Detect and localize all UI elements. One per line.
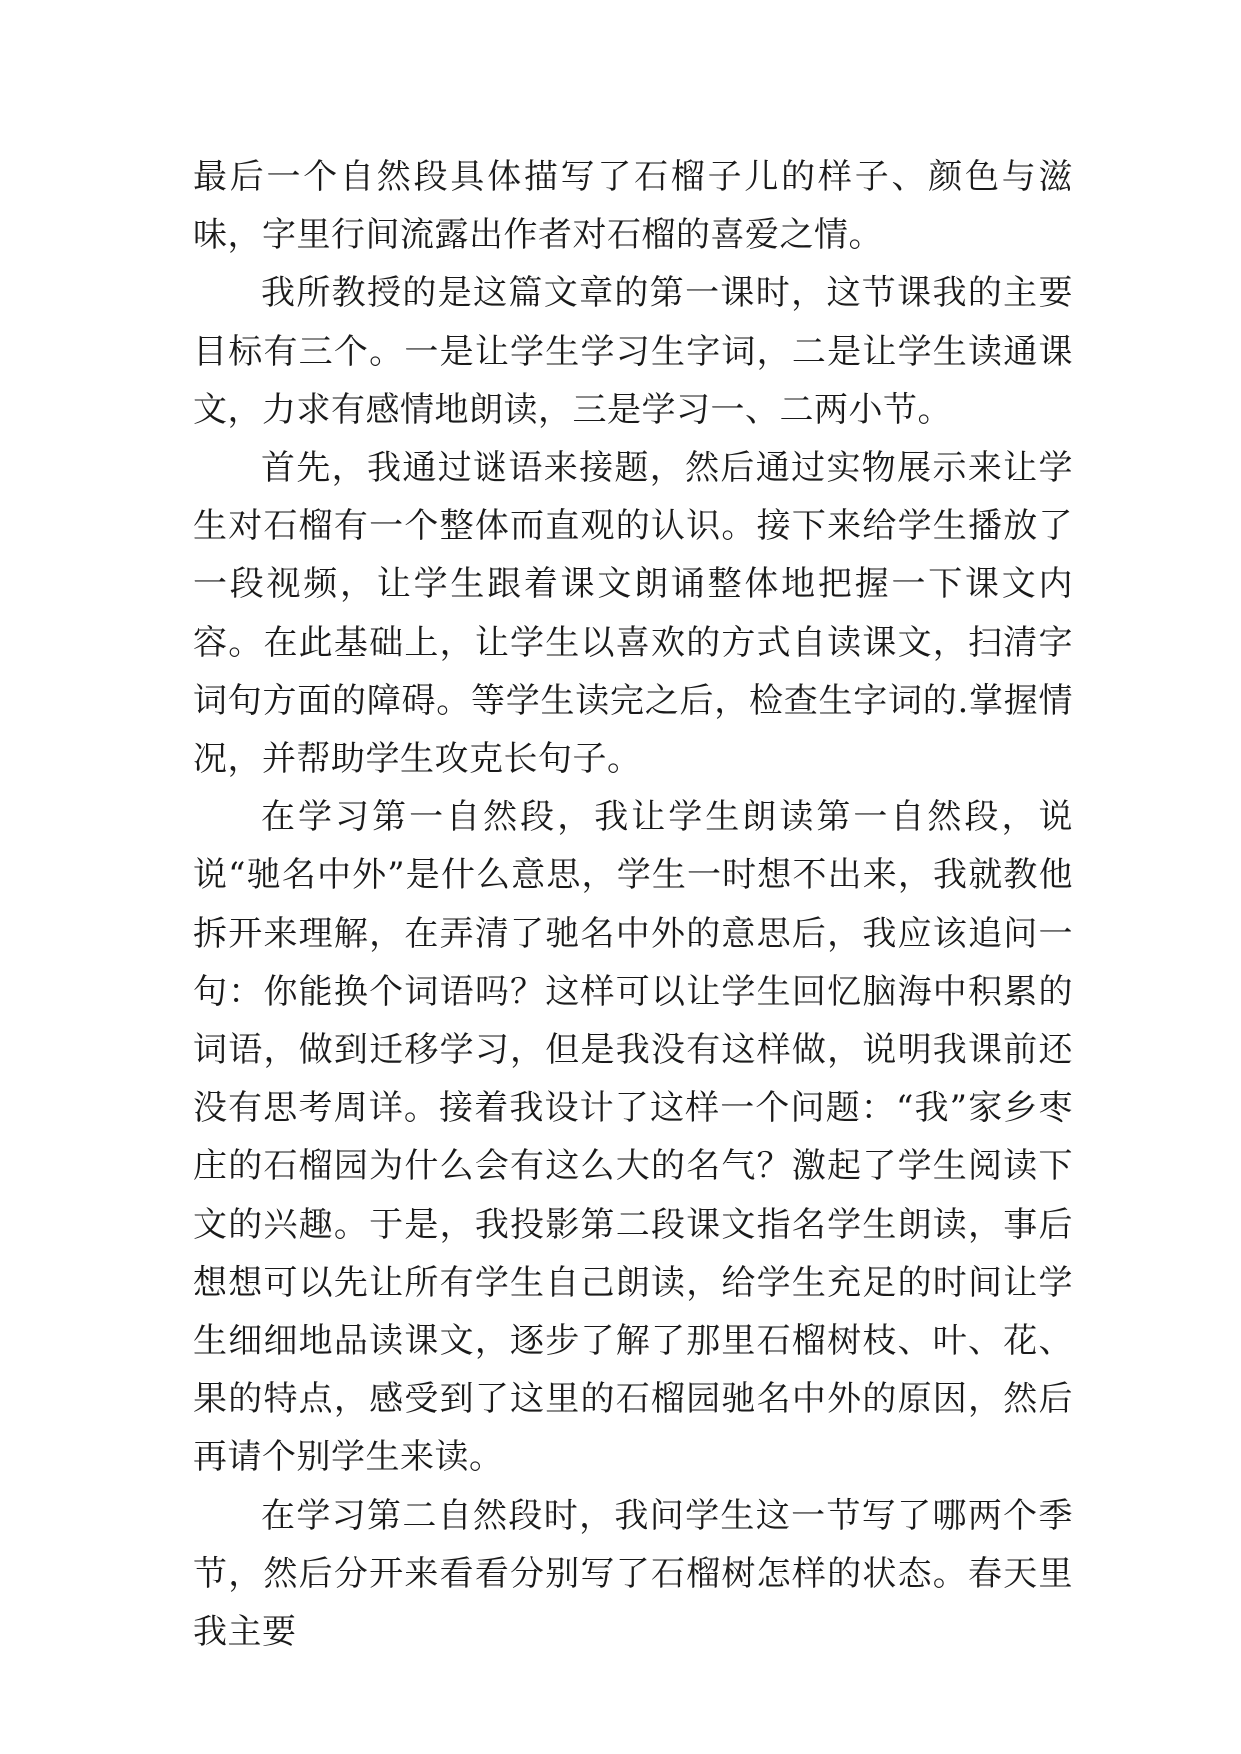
- paragraph-1: 最后一个自然段具体描写了石榴子儿的样子、颜色与滋味，字里行间流露出作者对石榴的喜爱之情。: [193, 157, 1073, 256]
- paragraph-3: 首先，我通过谜语来接题，然后通过实物展示来让学生对石榴有一个整体而直观的认识。接下来给学生播放了一段视频，让学生跟着课文朗诵整体地把握一下课文内容。在此基础上，让学生以喜欢的方式自读课文，扫清字词句方面的障碍。等学生读完之后，检查生字词的.掌握情况，并帮助学生攻克长句子。: [193, 448, 1073, 780]
- paragraph-2: 我所教授的是这篇文章的第一课时，这节课我的主要目标有三个。一是让学生学习生字词，二是让学生读通课文，力求有感情地朗读，三是学习一、二两小节。: [193, 273, 1073, 430]
- paragraph-5: 在学习第二自然段时，我问学生这一节写了哪两个季节，然后分开来看看分别写了石榴树怎样的状态。春天里我主要: [193, 1495, 1073, 1653]
- paragraph-4: 在学习第一自然段，我让学生朗读第一自然段，说说“驰名中外”是什么意思，学生一时想不出来，我就教他拆开来理解，在弄清了驰名中外的意思后，我应该追问一句：你能换个词语吗？这样可以让学生回忆脑海中积累的词语，做到迁移学习，但是我没有这样做，说明我课前还没有思考周详。接着我设计了这样一个问题：“我”家乡枣庄的石榴园为什么会有这么大的名气？激起了学生阅读下文的兴趣。于是，我投影第二段课文指名学生朗读，事后想想可以先让所有学生自己朗读，给学生充足的时间让学生细细地品读课文，逐步了解了那里石榴树枝、叶、花、果的特点，感受到了这里的石榴园驰名中外的原因，然后再请个别学生来读。: [193, 797, 1073, 1478]
- document-body: [193, 148, 1073, 1661]
